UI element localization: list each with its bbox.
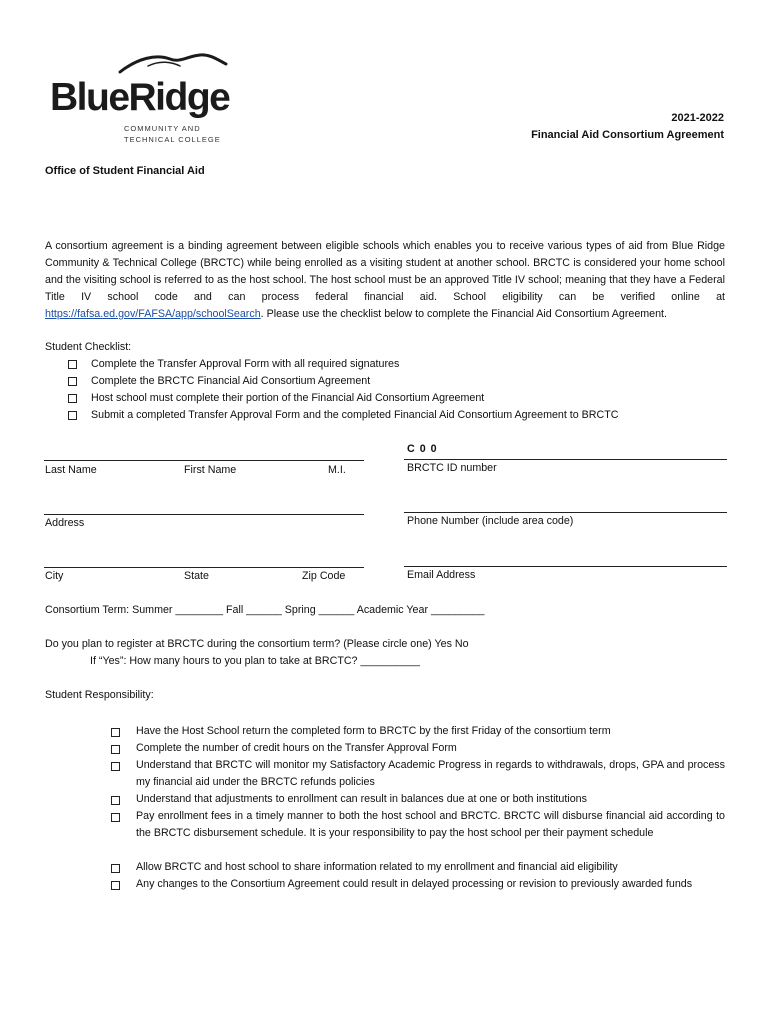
- email-label: Email Address: [407, 569, 476, 581]
- id-prefix: C 0 0: [407, 443, 438, 455]
- checklist-item: [68, 375, 370, 387]
- responsibility-item: [111, 859, 725, 876]
- responsibility-item-text: Have the Host School return the completed form to BRCTC by the first Friday of the consortium term: [136, 725, 611, 737]
- document-title: Financial Aid Consortium Agreement: [531, 129, 724, 141]
- logo-subtitle-2: TECHNICAL COLLEGE: [124, 135, 221, 144]
- checkbox[interactable]: [68, 394, 77, 403]
- intro-text-end: . Please use the checklist below to complete the Financial Aid Consortium Agreement.: [260, 308, 667, 320]
- responsibility-item-text: Understand that adjustments to enrollment can result in balances due at one or both institutions: [136, 793, 587, 805]
- checklist-item-text: Complete the Transfer Approval Form with all required signatures: [91, 358, 400, 370]
- register-question[interactable]: Do you plan to register at BRCTC during the consortium term? (Please circle one) Yes No: [45, 638, 469, 650]
- responsibility-item-text: Any changes to the Consortium Agreement could result in delayed processing or revision to previously awarded funds: [136, 878, 693, 890]
- office-name: Office of Student Financial Aid: [45, 165, 205, 177]
- checkbox[interactable]: [68, 411, 77, 420]
- address-field[interactable]: [44, 514, 364, 515]
- logo-name: BlueRidge: [50, 76, 230, 119]
- responsibility-item-text: Allow BRCTC and host school to share information related to my enrollment and financial aid eligibility: [136, 861, 618, 873]
- responsibility-item: [111, 808, 725, 842]
- last-name-label: Last Name: [45, 464, 97, 476]
- checklist-item-text: Complete the BRCTC Financial Aid Consortium Agreement: [91, 375, 371, 387]
- consortium-term[interactable]: Consortium Term: Summer ________ Fall ______ Spring ______ Academic Year _________: [45, 604, 485, 616]
- address-label: Address: [45, 517, 85, 529]
- responsibility-heading: Student Responsibility:: [45, 689, 154, 701]
- checkbox[interactable]: [68, 377, 77, 386]
- checklist-item: [68, 409, 619, 421]
- school-search-link[interactable]: https://fafsa.ed.gov/FAFSA/app/schoolSearch: [45, 308, 261, 320]
- year: 2021-2022: [671, 112, 724, 124]
- city-state-zip-field[interactable]: [44, 567, 364, 568]
- checklist-heading: Student Checklist:: [45, 341, 132, 353]
- responsibility-item-text: Complete the number of credit hours on the Transfer Approval Form: [136, 742, 457, 754]
- checklist-item: [68, 358, 399, 370]
- zip-label: Zip Code: [302, 570, 346, 582]
- state-label: State: [184, 570, 209, 582]
- checkbox[interactable]: [111, 864, 120, 873]
- phone-label: Phone Number (include area code): [407, 515, 574, 527]
- logo-subtitle-1: COMMUNITY AND: [124, 124, 201, 133]
- mountain-ridge-icon: [118, 52, 228, 74]
- checkbox[interactable]: [68, 360, 77, 369]
- checkbox[interactable]: [111, 728, 120, 737]
- checkbox[interactable]: [111, 796, 120, 805]
- email-field[interactable]: [404, 566, 727, 567]
- responsibility-item: [111, 723, 725, 740]
- responsibility-item: [111, 740, 725, 757]
- mi-label: M.I.: [328, 464, 346, 476]
- checkbox[interactable]: [111, 813, 120, 822]
- logo: [50, 50, 230, 150]
- intro-text: A consortium agreement is a binding agreement between eligible schools which enables you to receive various types of aid from Blue Ridge Community & Technical College (BRCTC) while being enrolled as a visiting student at another school. BRCTC is considered your home school and the visiting school is referred to as the host school. The host school must be an approved Title IV school; meaning that they have a Federal Title IV school code and can process federal financial aid. School eligibility can be verified online at: [45, 240, 725, 303]
- responsibility-item: [111, 876, 725, 893]
- checklist-item-text: Submit a completed Transfer Approval Form and the completed Financial Aid Consortium Agreement to BRCTC: [91, 409, 619, 421]
- responsibility-item-text: Pay enrollment fees in a timely manner to both the host school and BRCTC. BRCTC will disburse financial aid according to the BRCTC disbursement schedule. It is your responsibility to pay the host school per their payment schedule: [136, 810, 725, 839]
- responsibility-item: [111, 791, 725, 808]
- checklist-item-text: Host school must complete their portion of the Financial Aid Consortium Agreement: [91, 392, 485, 404]
- id-field[interactable]: [404, 459, 727, 460]
- name-field[interactable]: [44, 460, 364, 461]
- id-label: BRCTC ID number: [407, 462, 497, 474]
- city-label: City: [45, 570, 64, 582]
- phone-field[interactable]: [404, 512, 727, 513]
- first-name-label: First Name: [184, 464, 237, 476]
- checklist-item: [68, 392, 484, 404]
- hours-question[interactable]: If “Yes”: How many hours to you plan to take at BRCTC? __________: [90, 655, 420, 667]
- intro-paragraph: [45, 238, 725, 323]
- checkbox[interactable]: [111, 762, 120, 771]
- responsibility-item-text: Understand that BRCTC will monitor my Satisfactory Academic Progress in regards to withdrawals, drops, GPA and process my financial aid under the BRCTC refunds policies: [136, 759, 725, 788]
- responsibility-item: [111, 757, 725, 791]
- checkbox[interactable]: [111, 881, 120, 890]
- checkbox[interactable]: [111, 745, 120, 754]
